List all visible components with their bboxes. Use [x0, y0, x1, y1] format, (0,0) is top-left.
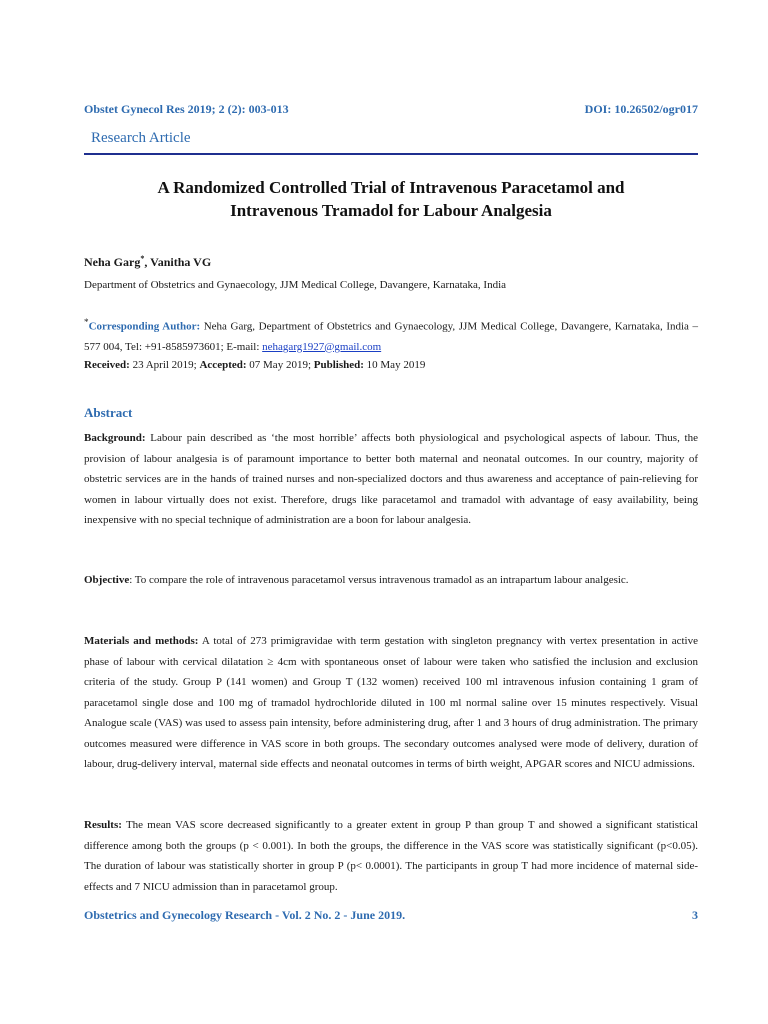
methods-label: Materials and methods: [84, 635, 199, 647]
background-text: Labour pain described as ‘the most horrible’ affects both physiological and psychological aspects of labour. Thus, the provision of labour analgesia is of paramount importance to better both maternal and neonatal outcomes. In our country, majority of obstetric services are in the hands of trained nurses and non-specialized doctors and thus awareness and acceptance of pain-relieving for women in labour virtually does not exist. Therefore, drugs like paracetamol and tramadol with advantage of easy availability, being inexpensive with no special technique of administration are a boon for labour analgesia. [84, 432, 698, 526]
published-date: 10 May 2019 [363, 359, 426, 371]
article-dates [84, 359, 425, 371]
author-list [84, 254, 211, 270]
author-1: Neha Garg [84, 255, 141, 269]
objective-text: : To compare the role of intravenous paracetamol versus intravenous tramadol as an intrapartum labour analgesic. [129, 574, 629, 586]
affiliation: Department of Obstetrics and Gynaecology, JJM Medical College, Davangere, Karnataka, India [84, 279, 507, 291]
received-date: 23 April 2019; [129, 359, 200, 371]
corresponding-details: Neha Garg, Department of Obstetrics and Gynaecology, JJM Medical College, Davangere, Karnataka, India – 577 004, Tel: +91-8585973601; E-mail: [84, 320, 698, 353]
accepted-label: Accepted: [199, 359, 247, 371]
accepted-date: 07 May 2019; [246, 359, 314, 371]
abstract-results [84, 815, 698, 897]
article-type: Research Article [91, 130, 191, 146]
background-label: Background: [84, 432, 146, 444]
title-line-2: Intravenous Tramadol for Labour Analgesia [230, 201, 552, 220]
running-footer [84, 908, 698, 923]
abstract-methods [84, 631, 698, 775]
title-line-1: A Randomized Controlled Trial of Intravenous Paracetamol and [157, 178, 625, 197]
running-header [84, 102, 698, 117]
abstract-heading: Abstract [84, 405, 133, 420]
results-text: The mean VAS score decreased significantly to a greater extent in group P than group T and showed a significant statistical difference among both the groups (p < 0.001). In both the groups, the difference in the VAS score was statistically significant (p<0.05). The duration of labour was statistically shorter in group P (p< 0.0001). The participants in group T had more incidence of maternal side-effects and 7 NICU admission than in paracetamol group. [84, 819, 698, 893]
abstract-background [84, 428, 698, 531]
footer-journal-issue: Obstetrics and Gynecology Research - Vol. 2 No. 2 - June 2019. [84, 908, 406, 922]
journal-reference: Obstet Gynecol Res 2019; 2 (2): 003-013 [84, 102, 289, 116]
author-2: Vanitha VG [150, 255, 212, 269]
author-separator: , [144, 255, 151, 269]
page-number: 3 [692, 908, 698, 922]
objective-label: Objective [84, 574, 130, 586]
paper-title [84, 176, 698, 222]
corresponding-label: Corresponding Author: [88, 320, 201, 333]
received-label: Received: [84, 359, 130, 371]
methods-text: A total of 273 primigravidae with term gestation with singleton pregnancy with vertex presentation in active phase of labour with cervical dilatation ≥ 4cm with spontaneous onset of labour were taken who satisfied the inclusion and exclusion criteria of the study. Group P (141 women) and Group T (132 women) received 100 ml intravenous infusion containing 1 gram of paracetamol single dose and 100 mg of tramadol hydrochloride diluted in 100 ml normal saline over 15 minutes respectively. Visual Analogue scale (VAS) was used to assess pain intensity, before administering drug, after 1 and 3 hours of drug administration. The primary outcomes measured were difference in VAS score in both groups. The secondary outcomes analysed were mode of delivery, duration of labour, drug-delivery interval, maternal side effects and neonatal outcomes in terms of birth weight, APGAR scores and NICU admissions. [84, 635, 698, 770]
email-link[interactable]: nehagarg1927@gmail.com [262, 340, 382, 353]
header-divider [84, 153, 698, 155]
correspondence [84, 312, 698, 357]
doi: DOI: 10.26502/ogr017 [584, 102, 698, 116]
corresponding-mark-2: * [84, 317, 89, 327]
results-label: Results: [84, 819, 122, 831]
published-label: Published: [313, 359, 364, 371]
paper-page [84, 0, 698, 1024]
abstract-objective [84, 570, 698, 591]
corresponding-mark: * [140, 254, 145, 263]
